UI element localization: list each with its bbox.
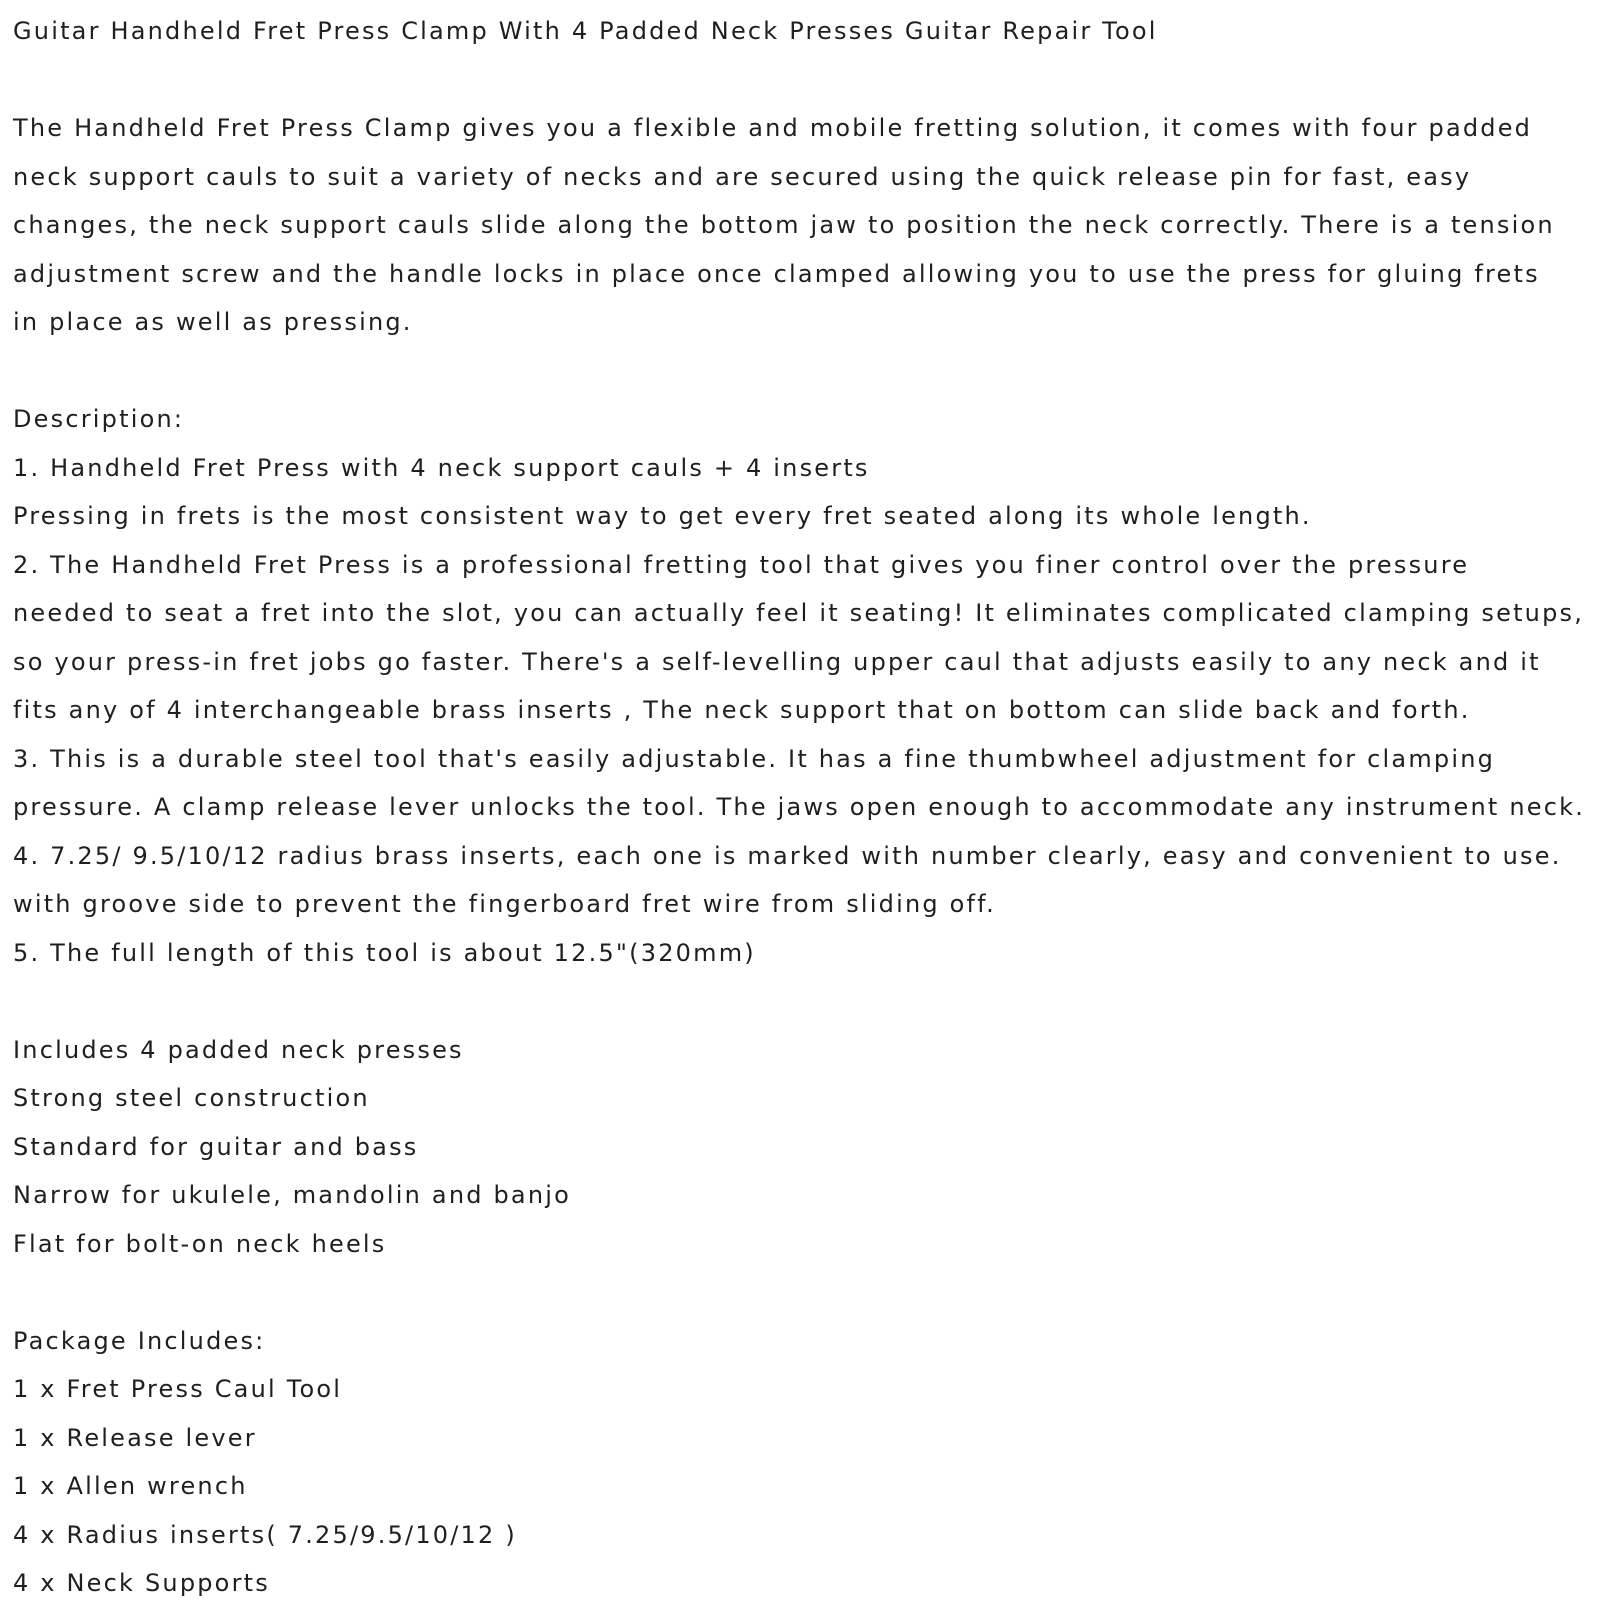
product-description-document bbox=[13, 11, 1593, 1612]
spacer bbox=[13, 351, 1593, 400]
package-item: 1 x Release lever bbox=[13, 1423, 257, 1452]
feature-item: Strong steel construction bbox=[13, 1084, 370, 1112]
description-line: needed to seat a fret into the slot, you can actually feel it seating! It eliminates complicated clamping setups, bbox=[13, 599, 1585, 627]
intro-line: changes, the neck support cauls slide along the bottom jaw to position the neck correctly. There is a tension bbox=[13, 211, 1555, 239]
description-line: 3. This is a durable steel tool that's easily adjustable. It has a fine thumbwheel adjustment for clamping bbox=[13, 744, 1496, 773]
package-item: 4 x Radius inserts( 7.25/9.5/10/12 ) bbox=[13, 1520, 517, 1549]
description-heading: Description: bbox=[13, 405, 185, 433]
intro-line: The Handheld Fret Press Clamp gives you a flexible and mobile fretting solution, it comes with four padded bbox=[13, 114, 1533, 142]
intro-paragraph bbox=[13, 108, 1593, 351]
feature-item: Flat for bolt-on neck heels bbox=[13, 1229, 387, 1258]
package-heading: Package Includes: bbox=[13, 1326, 266, 1355]
description-line: pressure. A clamp release lever unlocks the tool. The jaws open enough to accommodate any instrument neck. bbox=[13, 793, 1586, 821]
package-item: 4 x Neck Supports bbox=[13, 1569, 270, 1597]
description-section bbox=[13, 399, 1593, 981]
description-line: 4. 7.25/ 9.5/10/12 radius brass inserts, each one is marked with number clearly, easy and convenient to use. bbox=[13, 841, 1562, 870]
description-line: fits any of 4 interchangeable brass inserts , The neck support that on bottom can slide back and forth. bbox=[13, 696, 1471, 724]
feature-item: Standard for guitar and bass bbox=[13, 1132, 419, 1161]
spacer bbox=[13, 981, 1593, 1030]
intro-line: adjustment screw and the handle locks in place once clamped allowing you to use the press for gluing frets bbox=[13, 259, 1540, 288]
package-item: 1 x Allen wrench bbox=[13, 1472, 248, 1500]
feature-item: Includes 4 padded neck presses bbox=[13, 1035, 464, 1064]
features-list bbox=[13, 1030, 1593, 1273]
feature-item: Narrow for ukulele, mandolin and banjo bbox=[13, 1181, 571, 1209]
intro-line: in place as well as pressing. bbox=[13, 308, 413, 336]
package-item: 1 x Fret Press Caul Tool bbox=[13, 1375, 343, 1403]
description-line: with groove side to prevent the fingerboard fret wire from sliding off. bbox=[13, 890, 996, 918]
intro-line: neck support cauls to suit a variety of necks and are secured using the quick release pin for fast, easy bbox=[13, 162, 1472, 191]
description-line: 2. The Handheld Fret Press is a professional fretting tool that gives you finer control over the pressure bbox=[13, 550, 1470, 579]
description-line: Pressing in frets is the most consistent way to get every fret seated along its whole length. bbox=[13, 502, 1312, 530]
description-line: so your press-in fret jobs go faster. There's a self-levelling upper caul that adjusts easily to any neck and it bbox=[13, 647, 1541, 676]
description-line: 5. The full length of this tool is about 12.5"(320mm) bbox=[13, 938, 756, 967]
package-section bbox=[13, 1321, 1593, 1612]
product-title: Guitar Handheld Fret Press Clamp With 4 Padded Neck Presses Guitar Repair Tool bbox=[13, 17, 1158, 45]
description-line: 1. Handheld Fret Press with 4 neck support cauls + 4 inserts bbox=[13, 453, 870, 482]
spacer bbox=[13, 60, 1593, 109]
spacer bbox=[13, 1272, 1593, 1321]
